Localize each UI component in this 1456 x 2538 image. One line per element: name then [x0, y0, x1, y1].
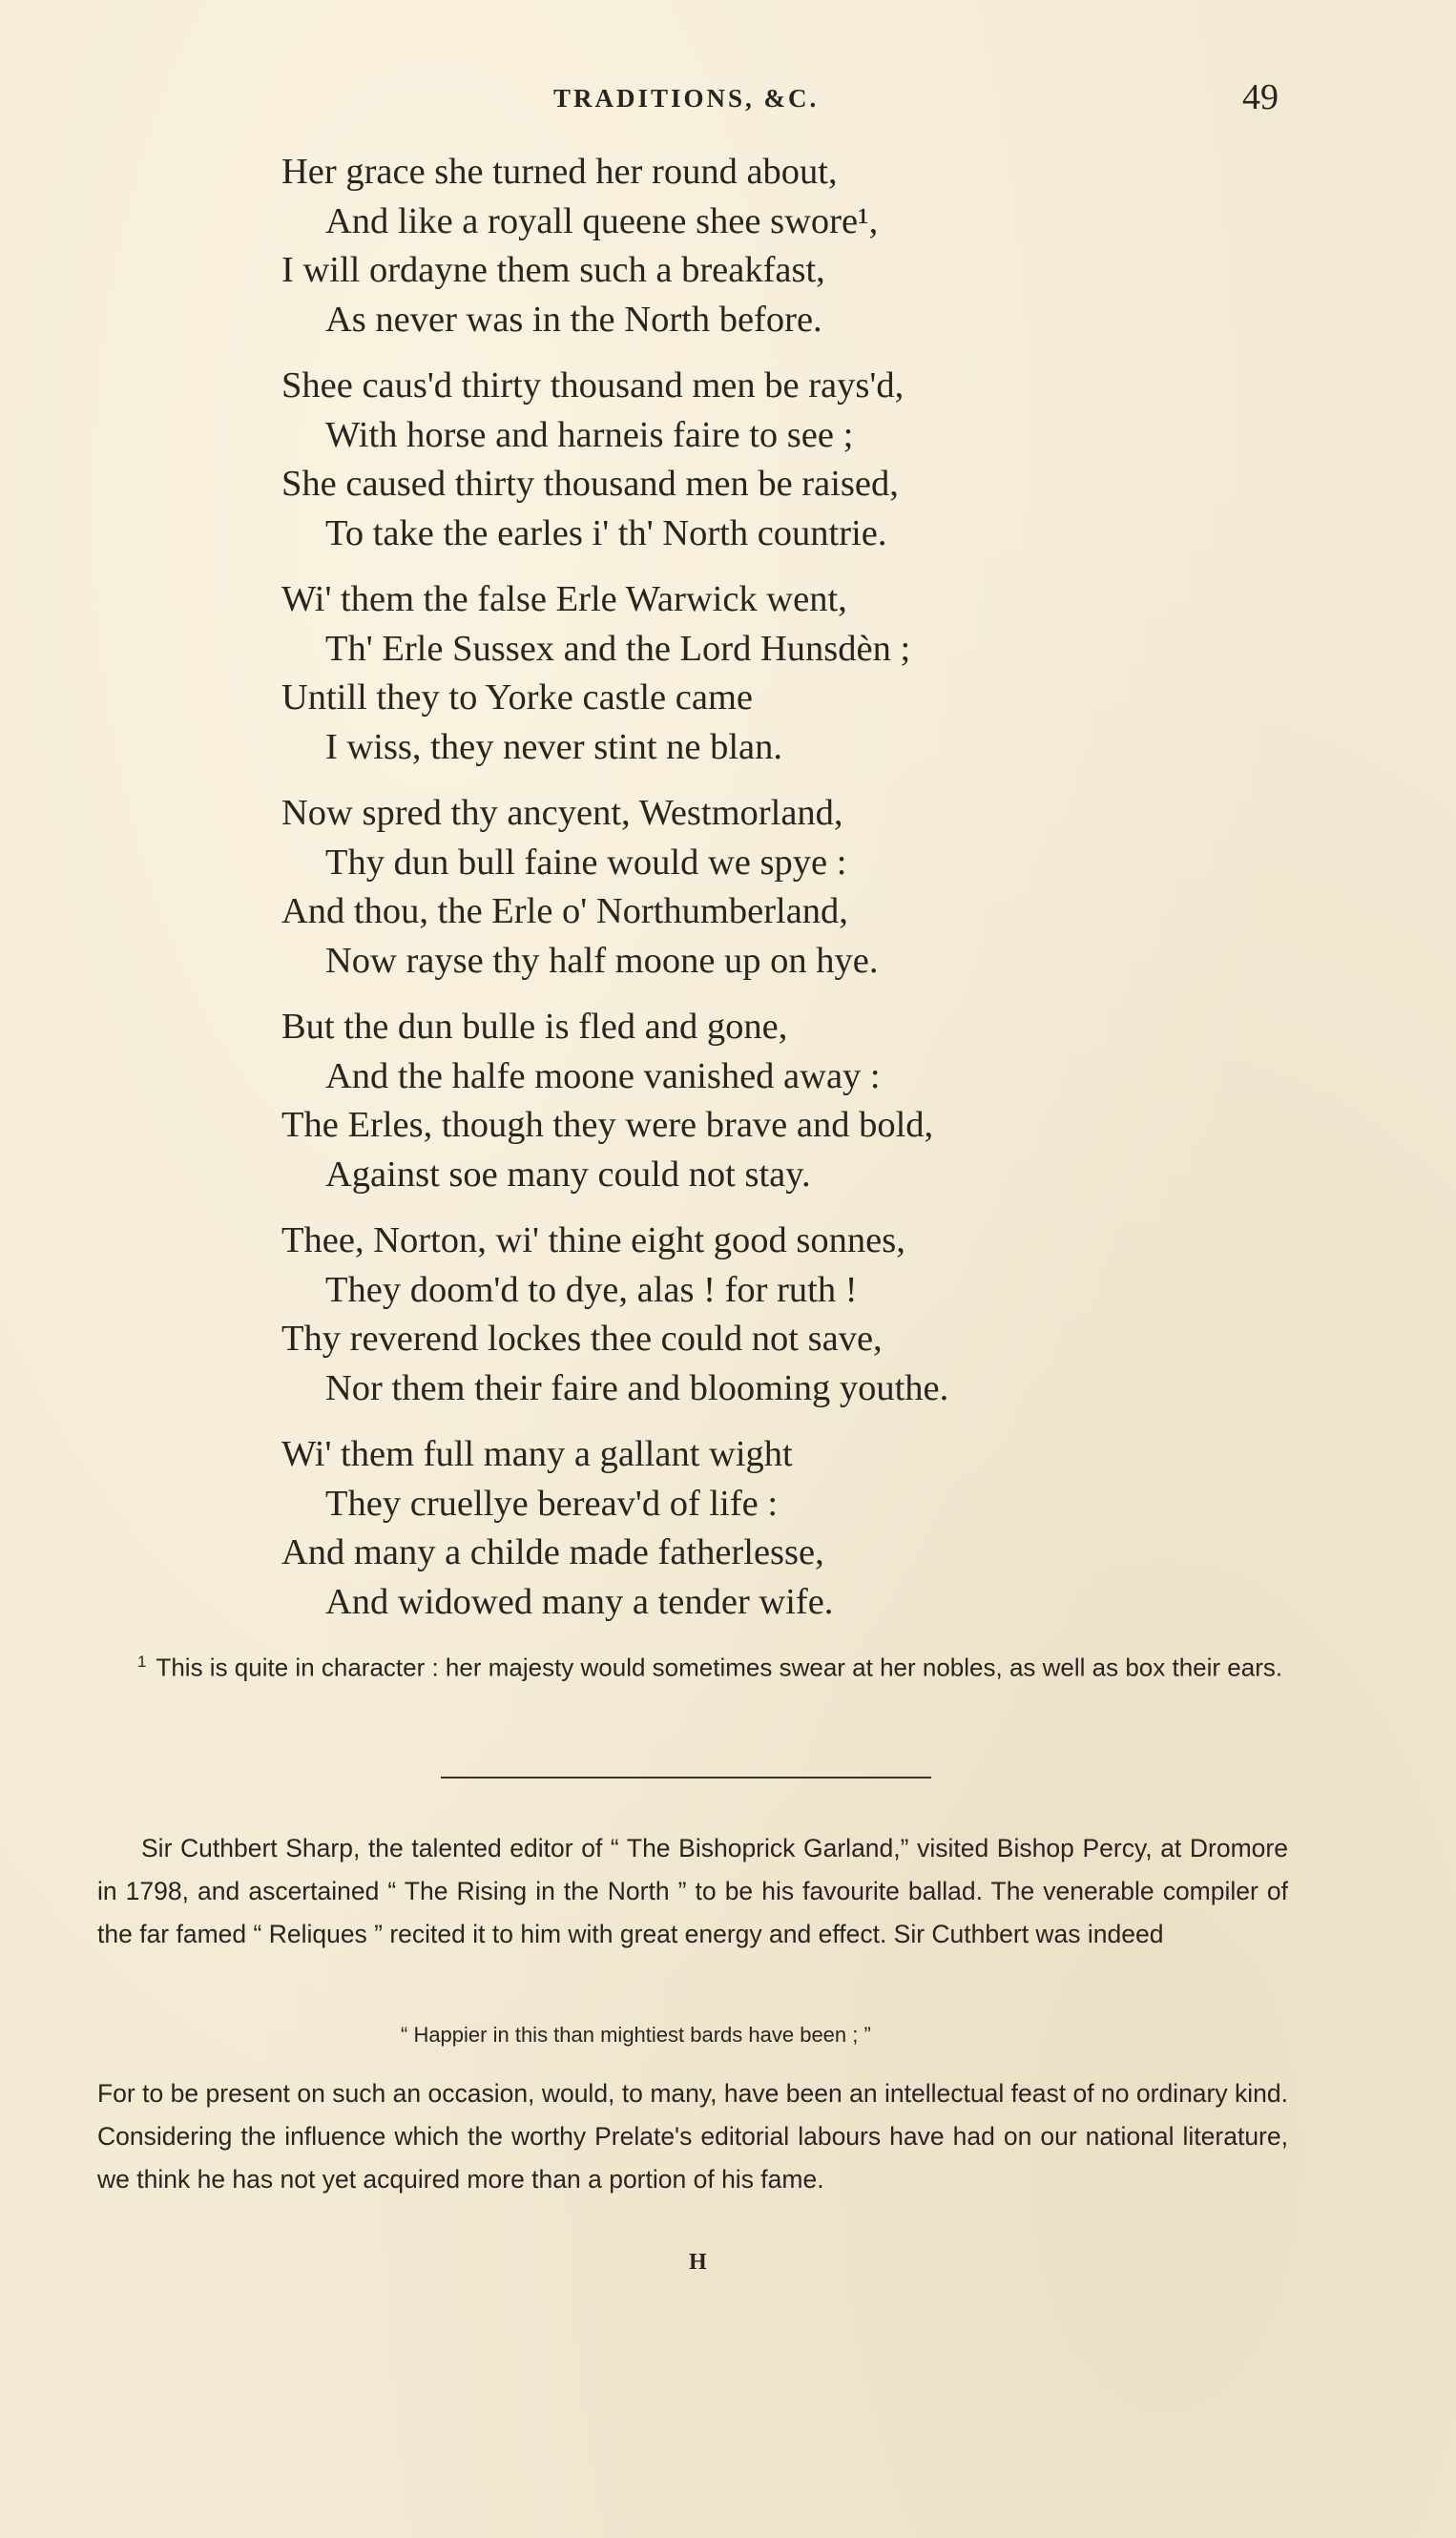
stanza-5 — [281, 1003, 1236, 1199]
stanza-3 — [281, 575, 1236, 772]
footnote — [97, 1641, 1288, 1689]
footnote-marker: 1 — [137, 1653, 147, 1671]
quoted-line: “ Happier in this than mightiest bards have been ; ” — [401, 2023, 871, 2047]
prose-paragraph-1: Sir Cuthbert Sharp, the talented editor of “ The Bishoprick Garland,” visited Bishop Percy, at Dromore in 1798, and ascertained “ The Rising in the North ” to be his favourite ballad. The venerable compiler of the far famed “ Reliques ” recited it to him with great energy and effect. Sir Cuthbert was indeed — [97, 1834, 1288, 1948]
poem-line: Thy reverend lockes thee could not save, — [281, 1319, 883, 1359]
poem-line: Her grace she turned her round about, — [281, 152, 838, 192]
poem-line: Thy dun bull faine would we spye : — [325, 842, 847, 883]
poem-line: With horse and harneis faire to see ; — [325, 414, 854, 455]
poem-line: She caused thirty thousand men be raised, — [281, 464, 899, 504]
poem-line: Untill they to Yorke castle came — [281, 677, 753, 718]
stanza-2 — [281, 362, 1236, 558]
stanza-4 — [281, 789, 1236, 986]
running-title: TRADITIONS, &C. — [553, 84, 820, 113]
running-head — [0, 76, 1456, 134]
stanza-7 — [281, 1430, 1236, 1627]
poem-line: Wi' them full many a gallant wight — [281, 1434, 793, 1474]
poem-line: I wiss, they never stint ne blan. — [325, 726, 783, 767]
poem-line: And like a royall queene shee swore¹, — [325, 200, 879, 241]
poem-line: Thee, Norton, wi' thine eight good sonnes, — [281, 1220, 905, 1260]
ballad-poem — [281, 148, 1236, 1644]
poem-line: Against soe many could not stay. — [325, 1154, 811, 1195]
page-number: 49 — [1242, 77, 1279, 117]
footnote-text: This is quite in character : her majesty would sometimes swear at her nobles, as well as box their ears. — [156, 1653, 1283, 1682]
stanza-1 — [281, 148, 1236, 344]
poem-line: And many a childe made fatherlesse, — [281, 1532, 824, 1572]
poem-line: Now rayse thy half moone up on hye. — [325, 940, 879, 981]
poem-line: They cruellye bereav'd of life : — [325, 1483, 779, 1524]
section-divider — [441, 1777, 931, 1779]
poem-line: They doom'd to dye, alas ! for ruth ! — [325, 1269, 858, 1310]
poem-line: The Erles, though they were brave and bold, — [281, 1105, 934, 1145]
poem-line: I will ordayne them such a breakfast, — [281, 250, 825, 290]
stanza-6 — [281, 1217, 1236, 1413]
poem-line: And thou, the Erle o' Northumberland, — [281, 891, 848, 931]
prose-paragraph-2: For to be present on such an occasion, would, to many, have been an intellectual feast of no ordinary kind. Considering the influence which the worthy Prelate's editorial labours have had on our national literature, we think he has not yet acquired more than a portion of his fame. — [97, 2079, 1288, 2194]
poem-line: Nor them their faire and blooming youthe. — [325, 1367, 949, 1408]
poem-line: Now spred thy ancyent, Westmorland, — [281, 793, 843, 833]
poem-line: As never was in the North before. — [325, 299, 822, 340]
poem-line: Wi' them the false Erle Warwick went, — [281, 579, 847, 619]
poem-line: Th' Erle Sussex and the Lord Hunsdèn ; — [325, 628, 911, 669]
poem-line: And widowed many a tender wife. — [325, 1581, 834, 1622]
poem-line: Shee caus'd thirty thousand men be rays'd, — [281, 365, 905, 406]
poem-line: And the halfe moone vanished away : — [325, 1055, 881, 1096]
poem-line: But the dun bulle is fled and gone, — [281, 1007, 788, 1047]
signature-mark: H — [689, 2250, 707, 2275]
poem-line: To take the earles i' th' North countrie. — [325, 512, 887, 553]
